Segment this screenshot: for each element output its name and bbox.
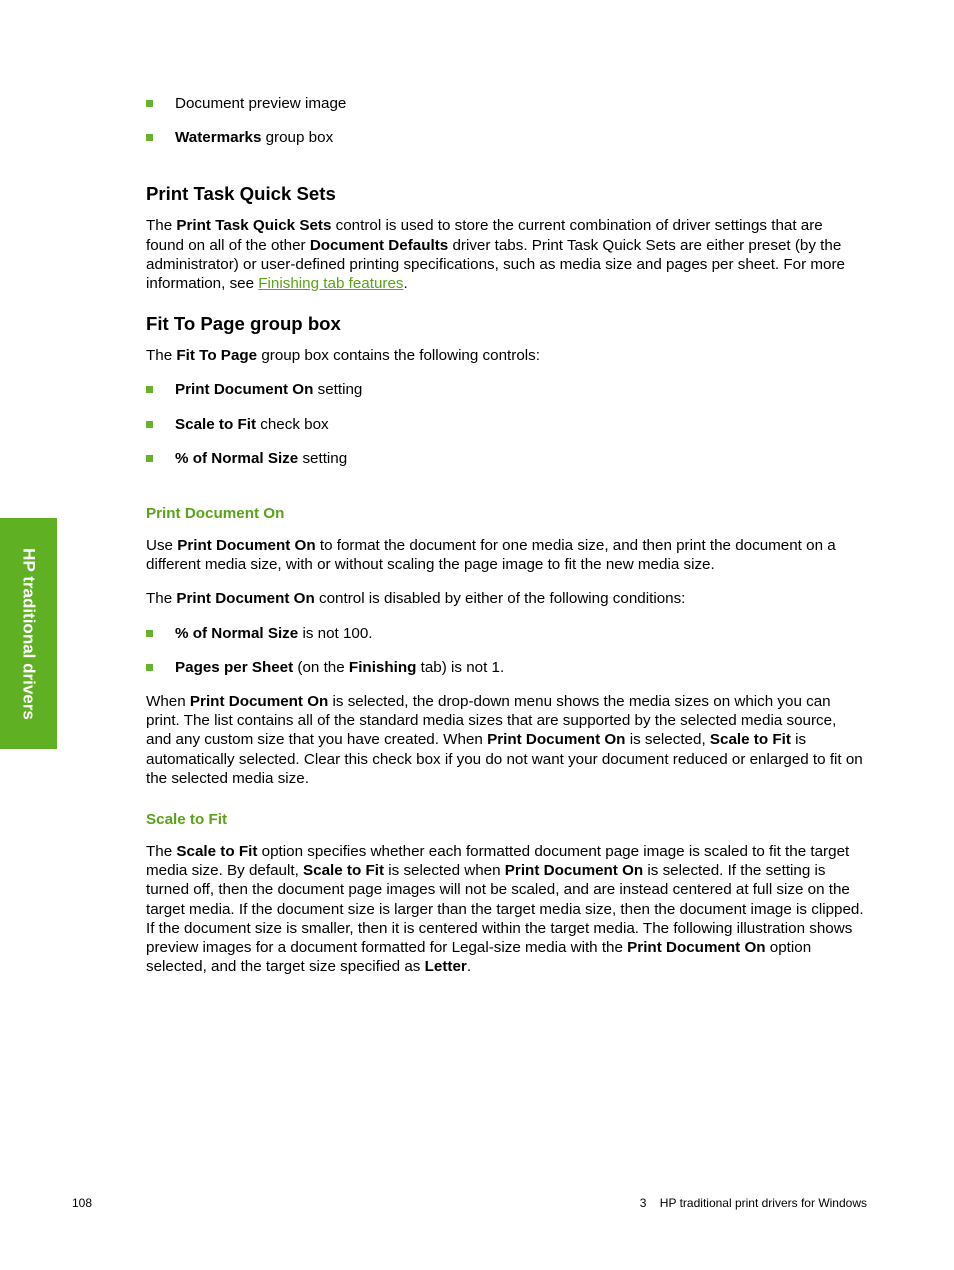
bullet-square-icon (146, 386, 153, 393)
list-item: Watermarks group box (146, 128, 864, 147)
page-content (146, 94, 864, 991)
section-heading-fit-to-page: Fit To Page group box (146, 313, 341, 335)
paragraph: The Scale to Fit option specifies whether each formatted document page image is scaled to fit the target media size. By default, Scale to Fit is selected when Print Document On is selected. If the setting is turned off, then the document page images will not be scaled, and are instead centered at full size on the target media. If the document size is larger than the target media size, then the document image is clipped. If the document size is smaller, then it is centered within the target media. The following illustration shows preview images for a document formatted for Legal-size media with the Print Document On option selected, and the target size specified as Letter. (146, 843, 864, 976)
list-item: Pages per Sheet (on the Finishing tab) is not 1. (146, 658, 864, 677)
list-item: % of Normal Size setting (146, 449, 864, 468)
bullet-square-icon (146, 421, 153, 428)
section-heading-quick-sets: Print Task Quick Sets (146, 183, 336, 205)
subheading-scale-to-fit: Scale to Fit (146, 811, 228, 829)
finishing-tab-features-link[interactable]: Finishing tab features (258, 275, 404, 293)
bullet-square-icon (146, 630, 153, 637)
list-item: Document preview image (146, 94, 864, 113)
paragraph: The Print Document On control is disabled by either of the following conditions: (146, 590, 686, 608)
side-chapter-tab-label: HP traditional drivers (19, 547, 39, 720)
list-item: % of Normal Size is not 100. (146, 624, 864, 643)
subheading-print-document-on: Print Document On (146, 505, 285, 523)
bullet-square-icon (146, 134, 153, 141)
list-item: Print Document On setting (146, 380, 864, 399)
paragraph: When Print Document On is selected, the drop-down menu shows the media sizes on which you can print. The list contains all of the standard media sizes that are supported by the selected media source, and any custom size that you have created. When Print Document On is selected, Scale to Fit is automatically selected. Clear this check box if you do not want your document reduced or enlarged to fit on the selected media size. (146, 693, 863, 787)
side-chapter-tab (0, 518, 57, 749)
footer-page-number: 108 (72, 1196, 93, 1210)
footer-chapter-title: 3 HP traditional print drivers for Windows (639, 1196, 867, 1210)
list-item: Scale to Fit check box (146, 415, 864, 434)
bullet-square-icon (146, 664, 153, 671)
paragraph-fit-to-page: The Fit To Page group box contains the following controls: (146, 347, 540, 365)
paragraph: Use Print Document On to format the document for one media size, and then print the document on a different media size, with or without scaling the page image to fit the new media size. (146, 537, 836, 574)
paragraph-quick-sets: The Print Task Quick Sets control is used to store the current combination of driver settings that are found on all of the other Document Defaults driver tabs. Print Task Quick Sets are either preset (by the administrator) or user-defined printing specifications, such as media size and pages per sheet. For more information, see Finishing tab features. (146, 217, 845, 293)
bullet-square-icon (146, 100, 153, 107)
bullet-square-icon (146, 455, 153, 462)
